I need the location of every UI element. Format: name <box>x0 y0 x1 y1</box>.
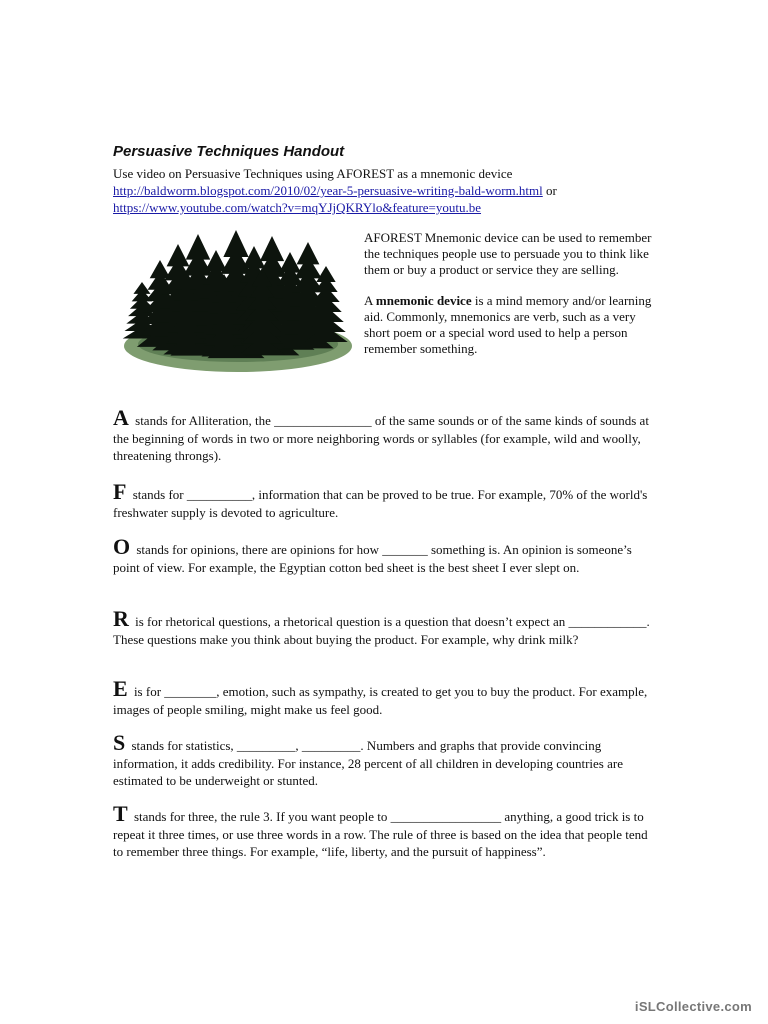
entry-text: is for rhetorical questions, a rhetorical question is a question that doesn’t expect an ____________. These questions make you think about buying the product. For example, why drink milk? <box>113 614 650 647</box>
entry-letter: E <box>113 676 128 701</box>
entry-letter: F <box>113 479 127 504</box>
entry-text: is for ________, emotion, such as sympathy, is created to get you to buy the product. For example, images of people smiling, might make us feel good. <box>113 684 648 717</box>
youtube-link[interactable]: https://www.youtube.com/watch?v=mqYJjQKRYlo&feature=youtu.be <box>113 200 482 215</box>
intro-block <box>113 165 673 216</box>
mnemonic-post: is a mind memory and/or learning aid. Commonly, mnemonics are verb, such as a very short poem or a special word used to help a person remember something. <box>364 293 652 356</box>
entry-letter: A <box>113 405 129 430</box>
entry-letter: O <box>113 534 131 559</box>
baldworm-link[interactable]: http://baldworm.blogspot.com/2010/02/year-5-persuasive-writing-bald-worm.html <box>113 183 543 198</box>
mnemonic-pre: A <box>364 293 376 308</box>
entry-r <box>113 606 658 648</box>
entry-text: stands for Alliteration, the _______________ of the same sounds or of the same kinds of sounds at the beginning of words in two or more neighboring words or syllables (for example, wild and woolly, threatening throngs). <box>113 413 649 463</box>
intro-text: Use video on Persuasive Techniques using AFOREST as a mnemonic device <box>113 166 513 181</box>
entry-letter: R <box>113 606 129 631</box>
intro-or: or <box>542 183 557 198</box>
page-title: Persuasive Techniques Handout <box>113 143 345 160</box>
entry-text: stands for three, the rule 3. If you want people to _________________ anything, a good trick is to repeat it three times, or use three words in a row. The rule of three is based on the idea that people tend to remember three things. For example, “life, liberty, and the pursuit of happiness”. <box>113 809 648 859</box>
entry-e <box>113 676 658 718</box>
mnemonic-description <box>364 230 654 372</box>
entry-o <box>113 534 658 576</box>
entry-f <box>113 479 658 521</box>
site-watermark: iSLCollective.com <box>634 999 752 1014</box>
pine-forest-illustration <box>120 222 352 378</box>
entry-text: stands for opinions, there are opinions for how _______ something is. An opinion is someone’s point of view. For example, the Egyptian cotton bed sheet is the best sheet I ever slept on. <box>113 542 632 575</box>
entry-letter: S <box>113 730 126 755</box>
entry-a <box>113 405 658 465</box>
mnemonic-paragraph <box>364 293 654 357</box>
entry-t <box>113 801 658 861</box>
mnemonic-term: mnemonic device <box>375 293 472 308</box>
entry-s <box>113 730 658 790</box>
aforest-paragraph: AFOREST Mnemonic device can be used to remember the techniques people use to persuade you to think like them or buy a product or service they are selling. <box>364 230 652 277</box>
entry-letter: T <box>113 801 128 826</box>
entry-text: stands for __________, information that can be proved to be true. For example, 70% of the world's freshwater supply is devoted to agriculture. <box>113 487 648 520</box>
entry-text: stands for statistics, _________, _________. Numbers and graphs that provide convincing information, it adds credibility. For instance, 28 percent of all children in developing countries are estimated to be underweight or stunted. <box>113 738 623 788</box>
